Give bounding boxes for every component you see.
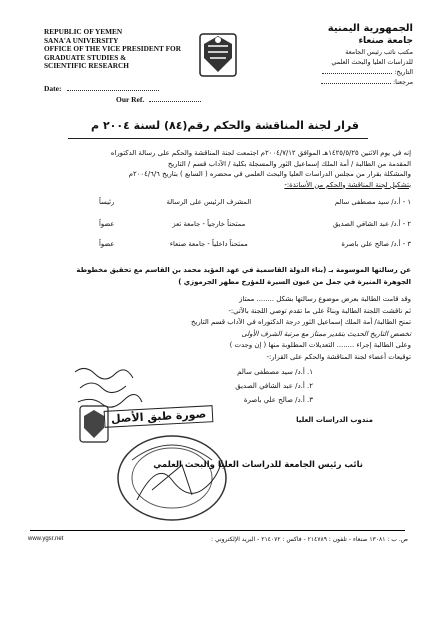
committee-member-role: المشرف الرئيس على الرسالة <box>166 198 252 206</box>
english-letterhead <box>44 28 214 71</box>
arabic-line-date: التاريخ: <box>263 67 413 77</box>
vice-president-title: نائب رئيس الجامعة للدراسات العليا والبحث العلمي <box>153 460 363 470</box>
committee-member-name: ١ - أ.د/ سيد مصطفى سالم <box>334 198 411 206</box>
body-line: ثم ناقشت اللجنة الطالبة وبناءً على ما تقدم توصي اللجنة بالآتي:- <box>228 306 411 315</box>
committee-member-role: ممتحناً خارجياً - جامعة تعز <box>172 220 246 228</box>
english-line-university: SANA'A UNIVERSITY <box>44 35 119 45</box>
handwritten-signatures <box>70 362 190 410</box>
thesis-paragraph <box>16 264 411 288</box>
committee-member-title: عضواً <box>98 240 115 248</box>
body-line: وقد قامت الطالبة بعرض موضوع رسالتها بشكل ........ ممتاز <box>239 295 411 303</box>
arabic-line-university: جامعة صنعاء <box>358 36 413 46</box>
committee-row <box>16 198 411 206</box>
committee-row <box>16 240 411 248</box>
intro-line: إنه في يوم الاثنين ١٤٢٥/٥/٢٥هـ الموافق ٢٠٠٤/٧/١٢م اجتمعت لجنة المناقشة والحكم على رسالة الدكتوراه <box>110 149 411 157</box>
thesis-line: الجوهرة المنيرة في جمل من عيون السيرة للمؤرخ مطهر الجرموزي ) <box>178 278 411 286</box>
committee-member-title: رئيساً <box>98 198 115 206</box>
grad-studies-rep: مندوب الدراسات العليا <box>296 416 373 424</box>
body-line: تمنح الطالبة/ أمة الملك إسماعيل الثور درجة الدكتوراه في الآداب قسم التاريخ <box>190 318 411 326</box>
arabic-line-ref: مرجعنا: <box>263 77 413 87</box>
date-label: Date: <box>44 84 62 93</box>
committee-member-title: عضواً <box>98 220 115 228</box>
date-field <box>44 84 214 93</box>
body-line: تخصص التاريخ الحديث بتقدير ممتاز مع مرتبة الشرف الأولى <box>241 329 411 338</box>
english-line-country: REPUBLIC OF YEMEN <box>44 27 123 36</box>
arabic-line-graduate: للدراسات العليا والبحث العلمي <box>331 58 413 66</box>
committee-member-role: ممتحناً داخلياً - جامعة صنعاء <box>169 240 248 248</box>
official-round-seal <box>112 430 232 526</box>
body-line: وعلى الطالبة إجراء ........ التعديلات المطلوبة منها ( إن وجدت ) <box>229 341 411 349</box>
committee-member-name: ٣ - أ.د/ صالح علي باصرة <box>341 240 411 248</box>
intro-paragraph <box>16 148 411 190</box>
footer-contact: ص. ب : ١٣٠٨١ صنعاء - تلفون : ٢١٤٧٨٩ - فاكس : ٢١٤٠٧٢ - البريد الإلكتروني : <box>211 536 408 543</box>
title-divider <box>68 138 368 139</box>
arabic-letterhead <box>263 22 413 87</box>
intro-line: بتشكيل لجنة المناقشة والحكم من الأساتذة:- <box>284 180 411 189</box>
our-ref-field <box>116 95 216 104</box>
stamp-logo <box>78 404 110 444</box>
decision-title: قرار لجنة المناقشة والحكم رقم(٨٤) لسنة ٢٠٠٤ م <box>91 119 359 132</box>
signature-line-3: ٣. أ.د/ صالح علي باصرة <box>243 396 313 404</box>
university-logo <box>196 28 240 82</box>
committee-member-name: ٢ - أ.د/ عبد الشافي الصديق <box>333 220 411 228</box>
arabic-line-country: الجمهورية اليمنية <box>327 23 413 34</box>
decision-body <box>16 294 411 363</box>
footer-website: www.ygsr.net <box>28 536 64 542</box>
signature-line-2: ٢. أ.د/ عبد الشافي الصديق <box>235 382 313 390</box>
certified-copy-stamp: صورة طبق الأصل <box>104 405 214 428</box>
committee-row <box>16 220 411 228</box>
our-ref-label: Our Ref. <box>116 95 145 104</box>
arabic-line-office: مكتب نائب رئيس الجامعة <box>345 48 413 56</box>
signature-line-1: ١. أ.د/ سيد مصطفى سالم <box>237 368 313 376</box>
intro-line: والمشكلة بقرار من مجلس الدراسات العليا والبحث العلمي في محضره ( السابع ) بتاريخ ٢٠٠٤/٦/٦م <box>128 170 411 178</box>
footer <box>28 536 408 543</box>
intro-line: المقدمة من الطالبة / أمة الملك إسماعيل الثور والمسجلة بكلية / الآداب قسم / التاريخ <box>167 159 411 168</box>
english-line-graduate: GRADUATE STUDIES & <box>44 52 127 62</box>
footer-divider <box>30 530 405 531</box>
body-line: توقيعات أعضاء لجنة المناقشة والحكم على القرار:- <box>266 352 411 361</box>
english-line-office: OFFICE OF THE VICE PRESIDENT FOR <box>44 44 181 54</box>
english-line-research: SCIENTIFIC RESEARCH <box>44 61 129 71</box>
thesis-line: عن رسالتها الموسومة بـ (بناء الدولة القاسمية في عهد المؤيد محمد بن القاسم مع تحقيق مخطوطة <box>76 266 411 274</box>
